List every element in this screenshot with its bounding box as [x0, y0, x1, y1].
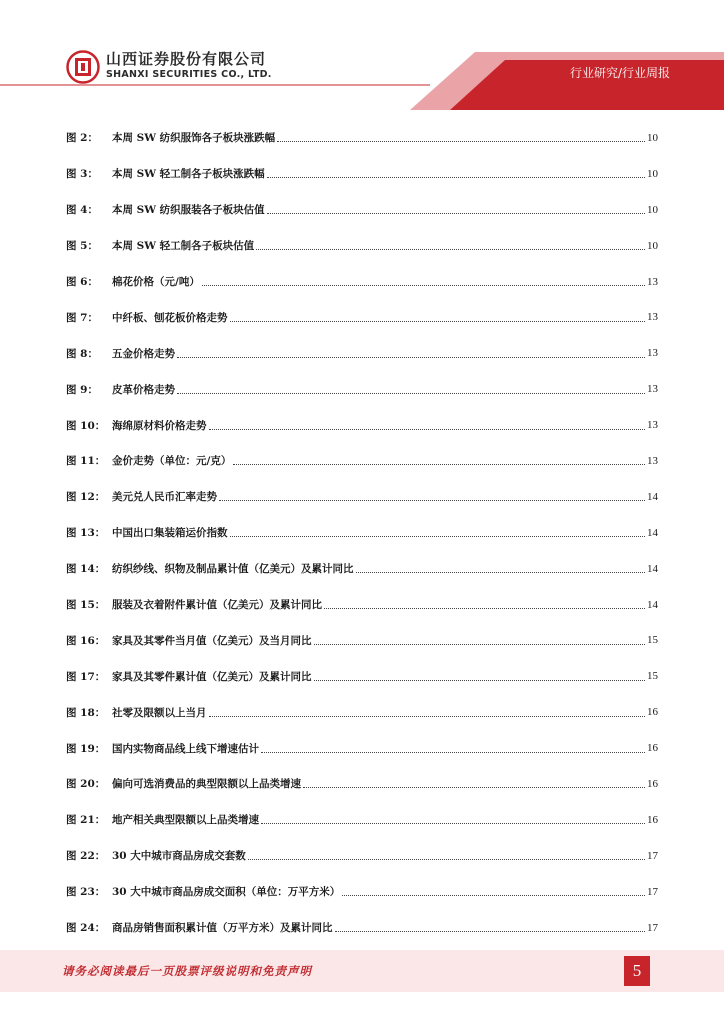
toc-page-number: 17 — [647, 921, 658, 934]
toc-figure-title: 偏向可选消费品的典型限额以上品类增速 — [112, 778, 301, 791]
toc-dot-leader — [177, 357, 645, 358]
toc-figure-title: 30 大中城市商品房成交套数 — [112, 850, 246, 863]
company-logo-icon — [66, 50, 100, 84]
toc-figure-number: 图 19： — [66, 742, 106, 755]
toc-entry[interactable] — [66, 874, 658, 910]
toc-dot-leader — [277, 141, 645, 142]
toc-dot-leader — [233, 464, 645, 465]
toc-figure-title: 本周 SW 纺织服装各子板块估值 — [112, 204, 265, 217]
toc-page-number: 14 — [647, 562, 658, 575]
toc-figure-title: 中国出口集装箱运价指数 — [112, 527, 228, 540]
toc-page-number: 14 — [647, 598, 658, 611]
toc-dot-leader — [177, 393, 645, 394]
toc-dot-leader — [324, 608, 645, 609]
toc-figure-number: 图 6： — [66, 276, 98, 288]
toc-page-number: 13 — [647, 419, 658, 432]
toc-page-number: 13 — [647, 383, 658, 396]
toc-entry[interactable] — [66, 479, 658, 515]
toc-page-number: 16 — [647, 777, 658, 790]
toc-figure-title: 中纤板、刨花板价格走势 — [112, 311, 228, 324]
toc-figure-title: 五金价格走势 — [112, 347, 175, 360]
toc-dot-leader — [314, 644, 646, 645]
company-name — [106, 51, 272, 82]
toc-entry[interactable] — [66, 766, 658, 802]
toc-figure-title: 国内实物商品线上线下增速估计 — [112, 742, 259, 755]
toc-figure-number: 图 2： — [66, 132, 98, 145]
toc-entry[interactable] — [66, 802, 658, 838]
toc-figure-title: 地产相关典型限额以上品类增速 — [112, 814, 259, 827]
toc-dot-leader — [248, 859, 645, 860]
toc-page-number: 10 — [647, 203, 658, 216]
toc-figure-title: 纺织纱线、织物及制品累计值（亿美元）及累计同比 — [112, 563, 354, 576]
toc-entry[interactable] — [66, 264, 658, 300]
toc-page-number: 10 — [647, 167, 658, 180]
toc-entry[interactable] — [66, 299, 658, 335]
page-number: 5 — [624, 956, 650, 986]
toc-dot-leader — [230, 536, 646, 537]
toc-figure-number: 图 11： — [66, 455, 106, 468]
toc-entry[interactable] — [66, 587, 658, 623]
toc-page-number: 15 — [647, 634, 658, 647]
toc-figure-title: 皮革价格走势 — [112, 383, 175, 396]
toc-page-number: 10 — [647, 239, 658, 252]
company-name-en: SHANXI SECURITIES CO., LTD. — [106, 69, 272, 80]
toc-figure-number: 图 20： — [66, 778, 106, 791]
toc-figure-title: 商品房销售面积累计值（万平方米）及累计同比 — [112, 922, 333, 935]
toc-entry[interactable] — [66, 910, 658, 946]
toc-figure-number: 图 17： — [66, 670, 106, 683]
toc-figure-title: 本周 SW 纺织服饰各子板块涨跌幅 — [112, 132, 276, 145]
toc-figure-title: 社零及限额以上当月 — [112, 706, 207, 719]
toc-page-number: 16 — [647, 706, 658, 719]
toc-figure-title: 服装及衣着附件累计值（亿美元）及累计同比 — [112, 599, 322, 612]
toc-entry[interactable] — [66, 192, 658, 228]
toc-figure-number: 图 10： — [66, 419, 106, 432]
toc-figure-title: 美元兑人民币汇率走势 — [112, 491, 217, 504]
toc-dot-leader — [219, 500, 645, 501]
toc-figure-number: 图 22： — [66, 850, 106, 863]
toc-dot-leader — [267, 177, 645, 178]
toc-entry[interactable] — [66, 694, 658, 730]
toc-figure-number: 图 14： — [66, 563, 106, 576]
toc-figure-title: 海绵原材料价格走势 — [112, 419, 207, 432]
toc-figure-number: 图 24： — [66, 922, 106, 935]
toc-figure-number: 图 7： — [66, 311, 98, 324]
toc-figure-number: 图 5： — [66, 240, 98, 253]
toc-page-number: 10 — [647, 131, 658, 144]
toc-dot-leader — [335, 931, 646, 932]
toc-dot-leader — [356, 572, 646, 573]
toc-page-number: 14 — [647, 490, 658, 503]
toc-figure-number: 图 12： — [66, 491, 106, 504]
toc-entry[interactable] — [66, 156, 658, 192]
toc-dot-leader — [261, 823, 645, 824]
report-type-label: 行业研究/行业周报 — [569, 66, 670, 80]
toc-entry[interactable] — [66, 838, 658, 874]
toc-entry[interactable] — [66, 730, 658, 766]
toc-figure-title: 家具及其零件累计值（亿美元）及累计同比 — [112, 670, 312, 683]
toc-figure-number: 图 23： — [66, 886, 106, 899]
toc-page-number: 13 — [647, 275, 658, 288]
toc-figure-title: 本周 SW 轻工制各子板块估值 — [112, 240, 255, 253]
toc-entry[interactable] — [66, 120, 658, 156]
toc-dot-leader — [314, 680, 646, 681]
toc-dot-leader — [303, 787, 645, 788]
toc-figure-number: 图 3： — [66, 168, 98, 181]
toc-figure-title: 棉花价格（元/吨） — [112, 276, 200, 288]
footer-disclaimer: 请务必阅读最后一页股票评级说明和免责声明 — [62, 964, 312, 978]
toc-entry[interactable] — [66, 335, 658, 371]
toc-figure-number: 图 15： — [66, 599, 106, 612]
figure-index-list — [66, 120, 658, 945]
toc-dot-leader — [342, 895, 645, 896]
toc-page-number: 17 — [647, 849, 658, 862]
toc-dot-leader — [256, 249, 645, 250]
toc-dot-leader — [267, 213, 645, 214]
toc-figure-number: 图 21： — [66, 814, 106, 827]
toc-dot-leader — [261, 752, 645, 753]
toc-page-number: 15 — [647, 670, 658, 683]
toc-figure-number: 图 18： — [66, 706, 106, 719]
page-header — [0, 0, 724, 110]
toc-page-number: 17 — [647, 885, 658, 898]
toc-figure-title: 家具及其零件当月值（亿美元）及当月同比 — [112, 634, 312, 647]
toc-figure-title: 本周 SW 轻工制各子板块涨跌幅 — [112, 168, 265, 181]
toc-entry[interactable] — [66, 371, 658, 407]
toc-entry[interactable] — [66, 515, 658, 551]
toc-entry[interactable] — [66, 622, 658, 658]
toc-figure-number: 图 4： — [66, 204, 98, 217]
toc-entry[interactable] — [66, 551, 658, 587]
toc-entry[interactable] — [66, 658, 658, 694]
toc-page-number: 13 — [647, 311, 658, 324]
toc-page-number: 14 — [647, 526, 658, 539]
toc-figure-number: 图 13： — [66, 527, 106, 540]
toc-figure-number: 图 9： — [66, 383, 98, 396]
toc-entry[interactable] — [66, 443, 658, 479]
toc-page-number: 13 — [647, 454, 658, 467]
toc-page-number: 16 — [647, 742, 658, 755]
toc-entry[interactable] — [66, 407, 658, 443]
company-name-cn: 山西证券股份有限公司 — [106, 50, 267, 68]
toc-figure-title: 金价走势（单位：元/克） — [112, 455, 232, 468]
toc-figure-number: 图 16： — [66, 634, 106, 647]
toc-entry[interactable] — [66, 228, 658, 264]
toc-page-number: 13 — [647, 347, 658, 360]
toc-dot-leader — [202, 285, 645, 286]
toc-dot-leader — [209, 429, 646, 430]
toc-page-number: 16 — [647, 813, 658, 826]
toc-figure-number: 图 8： — [66, 347, 98, 360]
toc-figure-title: 30 大中城市商品房成交面积（单位：万平方米） — [112, 886, 341, 899]
toc-dot-leader — [230, 321, 646, 322]
toc-dot-leader — [209, 716, 646, 717]
